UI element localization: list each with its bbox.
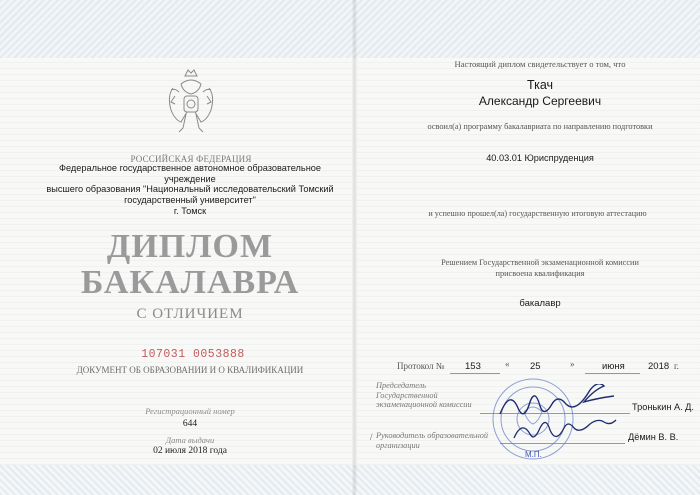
attestation-statement: и успешно прошел(ла) государственную итоговую аттестацию	[428, 209, 647, 218]
head-signature	[510, 418, 620, 450]
chair-label-line-3: экзаменационной комиссии	[376, 400, 472, 409]
protocol-number-rule	[450, 373, 500, 374]
protocol-month-rule	[585, 373, 640, 374]
open-quote: «	[505, 359, 510, 369]
issue-date-label: Дата выдачи	[165, 435, 215, 445]
top-security-band	[0, 0, 700, 58]
serial-number: 107031 0053888	[141, 348, 245, 361]
organization-line-3: государственный университет"	[124, 194, 256, 205]
organization-line-2: высшего образования "Национальный исследовательский Томский	[46, 184, 334, 195]
city: г. Томск	[173, 206, 207, 216]
commission-decision-line-2: присвоена квалификация	[495, 269, 585, 278]
close-quote: »	[570, 359, 575, 369]
chair-label-line-1: Председатель	[376, 381, 427, 390]
protocol-year: 2018	[648, 361, 670, 372]
commission-chair-name: Тронькин А. Д.	[632, 402, 694, 412]
protocol-number: 153	[465, 361, 481, 372]
registration-number: 644	[182, 419, 198, 429]
graduate-given-names: Александр Сергеевич	[478, 94, 602, 108]
bottom-security-band	[0, 465, 700, 495]
registration-number-label: Регистрационный номер	[145, 406, 235, 416]
document-type: ДОКУМЕНТ ОБ ОБРАЗОВАНИИ И О КВАЛИФИКАЦИИ	[76, 365, 304, 375]
protocol-day: 25	[530, 361, 541, 372]
country-name: РОССИЙСКАЯ ФЕДЕРАЦИЯ	[130, 154, 252, 164]
chair-label-line-2: Государственной	[376, 390, 438, 400]
protocol-year-suffix: г.	[674, 361, 679, 371]
specialty: 40.03.01 Юриспруденция	[486, 153, 594, 163]
diploma-title-line-1: ДИПЛОМ	[106, 228, 274, 265]
commission-chair-label	[376, 381, 481, 410]
protocol-month: июня	[602, 361, 625, 372]
head-label-line-2: организации	[376, 440, 420, 450]
certification-intro: Настоящий диплом свидетельствует о том, что	[454, 59, 626, 69]
qualification: бакалавр	[519, 298, 561, 309]
head-label-line-1: Руководитель образовательной	[376, 431, 489, 440]
coat-of-arms-emblem	[165, 66, 217, 142]
diploma-title-line-2: БАКАЛАВРА	[80, 264, 300, 301]
center-fold	[352, 0, 357, 495]
issue-date: 02 июля 2018 года	[153, 446, 227, 456]
protocol-label: Протокол №	[397, 361, 445, 371]
organization-name	[40, 163, 340, 205]
organization-line-1: Федеральное государственное автономное образовательное учреждение	[59, 163, 321, 184]
program-statement: освоил(а) программу бакалавриата по направлению подготовки	[427, 122, 653, 131]
organization-head-name: Дёмин В. В.	[628, 432, 679, 442]
graduate-surname: Ткач	[526, 78, 554, 92]
organization-head-label	[376, 431, 496, 450]
seal-place-mark: М.П.	[525, 450, 542, 459]
honors-label: С ОТЛИЧИЕМ	[136, 306, 244, 322]
commission-decision-line-1: Решением Государственной экзаменационной комиссии	[441, 258, 639, 267]
head-bullet-mark: /	[370, 432, 373, 442]
